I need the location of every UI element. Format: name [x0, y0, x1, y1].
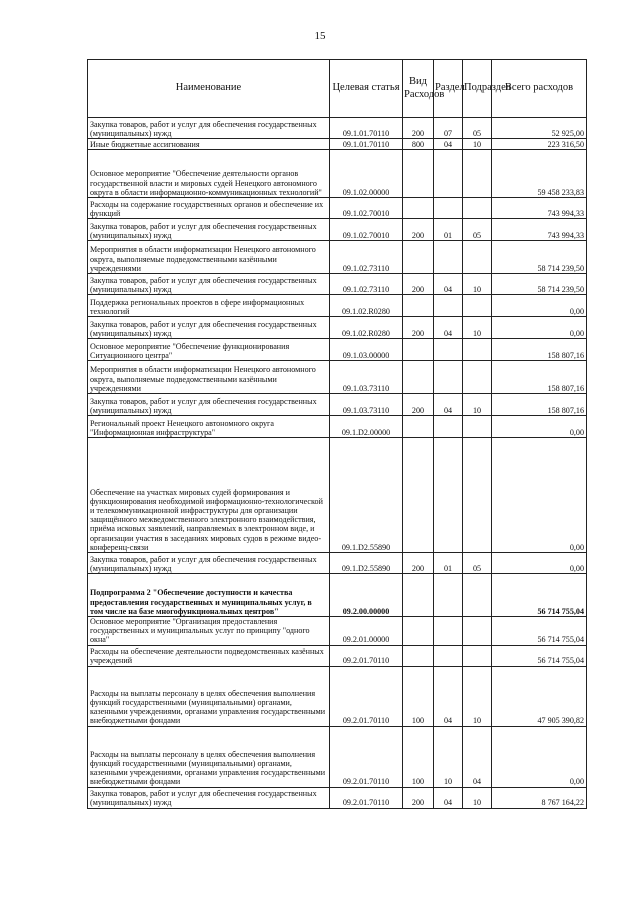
cell-name: Основное мероприятие "Организация предоставления государственных и муниципальных услуг по принципу "одного окна"	[88, 617, 330, 646]
table-row	[88, 317, 587, 339]
col-header-name: Наименование	[88, 60, 330, 118]
cell-subsection	[463, 241, 492, 274]
cell-target-code: 09.1.01.70110	[330, 118, 403, 139]
cell-type	[403, 438, 434, 553]
cell-target-code: 09.1.01.70110	[330, 139, 403, 150]
cell-type: 800	[403, 139, 434, 150]
cell-section: 01	[434, 219, 463, 241]
cell-type: 200	[403, 553, 434, 574]
cell-subsection	[463, 150, 492, 198]
cell-subsection: 10	[463, 787, 492, 808]
cell-name: Мероприятия в области информатизации Ненецкого автономного округа, выполняемые подведомственными казёнными учреждениями	[88, 361, 330, 394]
cell-total: 158 807,16	[492, 339, 587, 361]
cell-type	[403, 198, 434, 219]
cell-type	[403, 361, 434, 394]
cell-section: 07	[434, 118, 463, 139]
cell-type	[403, 150, 434, 198]
cell-section: 04	[434, 394, 463, 416]
cell-target-code: 09.2.01.70110	[330, 645, 403, 666]
cell-subsection: 05	[463, 219, 492, 241]
cell-subsection	[463, 339, 492, 361]
cell-target-code: 09.1.02.R0280	[330, 295, 403, 317]
cell-subsection: 05	[463, 553, 492, 574]
cell-section	[434, 438, 463, 553]
table-row	[88, 118, 587, 139]
cell-type	[403, 295, 434, 317]
cell-section	[434, 339, 463, 361]
cell-subsection: 04	[463, 726, 492, 787]
cell-type	[403, 645, 434, 666]
cell-total: 56 714 755,04	[492, 617, 587, 646]
cell-subsection: 10	[463, 317, 492, 339]
table-row	[88, 150, 587, 198]
cell-name: Иные бюджетные ассигнования	[88, 139, 330, 150]
cell-section: 04	[434, 666, 463, 726]
cell-subsection	[463, 574, 492, 617]
cell-target-code: 09.1.D2.55890	[330, 438, 403, 553]
cell-target-code: 09.1.D2.00000	[330, 416, 403, 438]
cell-section	[434, 361, 463, 394]
table-row	[88, 666, 587, 726]
cell-name: Поддержка региональных проектов в сфере информационных технологий	[88, 295, 330, 317]
table-row	[88, 198, 587, 219]
cell-type	[403, 416, 434, 438]
table-row	[88, 726, 587, 787]
cell-section	[434, 198, 463, 219]
cell-name: Региональный проект Ненецкого автономного округа "Информационная инфраструктура"	[88, 416, 330, 438]
table-row	[88, 339, 587, 361]
cell-target-code: 09.1.02.R0280	[330, 317, 403, 339]
cell-target-code: 09.1.02.73110	[330, 274, 403, 295]
cell-subsection	[463, 438, 492, 553]
cell-section: 04	[434, 139, 463, 150]
cell-total: 59 458 233,83	[492, 150, 587, 198]
cell-name: Закупка товаров, работ и услуг для обеспечения государственных (муниципальных) нужд	[88, 274, 330, 295]
cell-type: 200	[403, 787, 434, 808]
cell-target-code: 09.2.00.00000	[330, 574, 403, 617]
table-row	[88, 645, 587, 666]
cell-type: 200	[403, 274, 434, 295]
cell-name: Расходы на обеспечение деятельности подведомственных казённых учреждений	[88, 645, 330, 666]
cell-total: 8 767 164,22	[492, 787, 587, 808]
table-row	[88, 274, 587, 295]
table-row	[88, 617, 587, 646]
cell-name: Расходы на выплаты персоналу в целях обеспечения выполнения функций государственными (муниципальными) органами, казенными учреждениями, органами управления государственными внебюджетными фондами	[88, 666, 330, 726]
cell-type	[403, 241, 434, 274]
cell-section: 01	[434, 553, 463, 574]
cell-total: 0,00	[492, 295, 587, 317]
cell-name: Подпрограмма 2 "Обеспечение доступности и качества предоставления государственных и муниципальных услуг, в том числе на базе многофункциональных центров"	[88, 574, 330, 617]
table-body	[88, 118, 587, 809]
cell-type: 200	[403, 394, 434, 416]
cell-type: 100	[403, 666, 434, 726]
col-header-target: Целевая статья	[330, 60, 403, 118]
table-row	[88, 219, 587, 241]
cell-target-code: 09.2.01.00000	[330, 617, 403, 646]
table-header-row	[88, 60, 587, 118]
cell-name: Мероприятия в области информатизации Ненецкого автономного округа, выполняемые подведомственными казёнными учреждениями	[88, 241, 330, 274]
cell-subsection: 10	[463, 139, 492, 150]
cell-target-code: 09.1.03.73110	[330, 361, 403, 394]
cell-total: 47 905 390,82	[492, 666, 587, 726]
cell-name: Закупка товаров, работ и услуг для обеспечения государственных (муниципальных) нужд	[88, 317, 330, 339]
cell-subsection	[463, 645, 492, 666]
cell-target-code: 09.1.02.73110	[330, 241, 403, 274]
cell-name: Расходы на выплаты персоналу в целях обеспечения выполнения функций государственными (муниципальными) органами, казенными учреждениями, органами управления государственными внебюджетными фондами	[88, 726, 330, 787]
cell-target-code: 09.1.02.70010	[330, 219, 403, 241]
cell-section	[434, 241, 463, 274]
cell-section: 04	[434, 787, 463, 808]
cell-total: 0,00	[492, 438, 587, 553]
cell-type: 200	[403, 317, 434, 339]
page-number: 15	[314, 30, 326, 42]
cell-section	[434, 574, 463, 617]
cell-type: 200	[403, 118, 434, 139]
cell-target-code: 09.1.03.00000	[330, 339, 403, 361]
cell-section	[434, 645, 463, 666]
cell-subsection: 10	[463, 274, 492, 295]
cell-section	[434, 150, 463, 198]
cell-target-code: 09.1.03.73110	[330, 394, 403, 416]
cell-total: 56 714 755,04	[492, 645, 587, 666]
cell-total: 0,00	[492, 416, 587, 438]
col-header-type: Вид Расходов	[403, 60, 434, 118]
cell-type	[403, 574, 434, 617]
cell-subsection: 10	[463, 666, 492, 726]
cell-target-code: 09.2.01.70110	[330, 726, 403, 787]
table-row	[88, 787, 587, 808]
cell-total: 52 925,00	[492, 118, 587, 139]
cell-subsection	[463, 617, 492, 646]
table-row	[88, 553, 587, 574]
cell-section	[434, 295, 463, 317]
col-header-subsection: Подраздел	[463, 60, 492, 118]
cell-target-code: 09.2.01.70110	[330, 787, 403, 808]
table-row	[88, 295, 587, 317]
cell-subsection	[463, 416, 492, 438]
table-row	[88, 394, 587, 416]
cell-total: 56 714 755,04	[492, 574, 587, 617]
table-row	[88, 241, 587, 274]
cell-subsection	[463, 295, 492, 317]
cell-total: 743 994,33	[492, 219, 587, 241]
col-header-total: Всего расходов	[492, 60, 587, 118]
table-row	[88, 416, 587, 438]
expense-table	[87, 59, 587, 809]
cell-name: Основное мероприятие "Обеспечение деятельности органов государственной власти и мировых судей Ненецкого автономного округа в области информационно-коммуникационных технологий"	[88, 150, 330, 198]
cell-type: 100	[403, 726, 434, 787]
cell-subsection: 10	[463, 394, 492, 416]
cell-total: 743 994,33	[492, 198, 587, 219]
cell-name: Закупка товаров, работ и услуг для обеспечения государственных (муниципальных) нужд	[88, 219, 330, 241]
cell-total: 58 714 239,50	[492, 241, 587, 274]
cell-type: 200	[403, 219, 434, 241]
cell-name: Обеспечение на участках мировых судей формирования и функционирования необходимой информационно-технологической и телекоммуникационной инфраструктуры для организации защищённого межведомственного электронного взаимодействия, приёма исковых заявлений, направляемых в электронном виде, и организации участия в заседаниях мировых судов в режиме видео-конференц-связи	[88, 438, 330, 553]
cell-name: Расходы на содержание государственных органов и обеспечение их функций	[88, 198, 330, 219]
cell-target-code: 09.1.02.70010	[330, 198, 403, 219]
cell-section	[434, 617, 463, 646]
cell-total: 158 807,16	[492, 361, 587, 394]
cell-name: Закупка товаров, работ и услуг для обеспечения государственных (муниципальных) нужд	[88, 394, 330, 416]
cell-target-code: 09.2.01.70110	[330, 666, 403, 726]
cell-name: Основное мероприятие "Обеспечение функционирования Ситуационного центра"	[88, 339, 330, 361]
cell-target-code: 09.1.D2.55890	[330, 553, 403, 574]
cell-total: 0,00	[492, 317, 587, 339]
table-row	[88, 438, 587, 553]
table-row	[88, 574, 587, 617]
col-header-section: Раздел	[434, 60, 463, 118]
cell-name: Закупка товаров, работ и услуг для обеспечения государственных (муниципальных) нужд	[88, 787, 330, 808]
cell-name: Закупка товаров, работ и услуг для обеспечения государственных (муниципальных) нужд	[88, 118, 330, 139]
cell-name: Закупка товаров, работ и услуг для обеспечения государственных (муниципальных) нужд	[88, 553, 330, 574]
table-row	[88, 361, 587, 394]
cell-total: 58 714 239,50	[492, 274, 587, 295]
table-row	[88, 139, 587, 150]
cell-type	[403, 617, 434, 646]
cell-section: 04	[434, 317, 463, 339]
cell-subsection	[463, 198, 492, 219]
cell-subsection: 05	[463, 118, 492, 139]
cell-section: 10	[434, 726, 463, 787]
cell-total: 223 316,50	[492, 139, 587, 150]
cell-subsection	[463, 361, 492, 394]
cell-section	[434, 416, 463, 438]
cell-target-code: 09.1.02.00000	[330, 150, 403, 198]
cell-type	[403, 339, 434, 361]
cell-total: 158 807,16	[492, 394, 587, 416]
cell-total: 0,00	[492, 553, 587, 574]
cell-total: 0,00	[492, 726, 587, 787]
cell-section: 04	[434, 274, 463, 295]
